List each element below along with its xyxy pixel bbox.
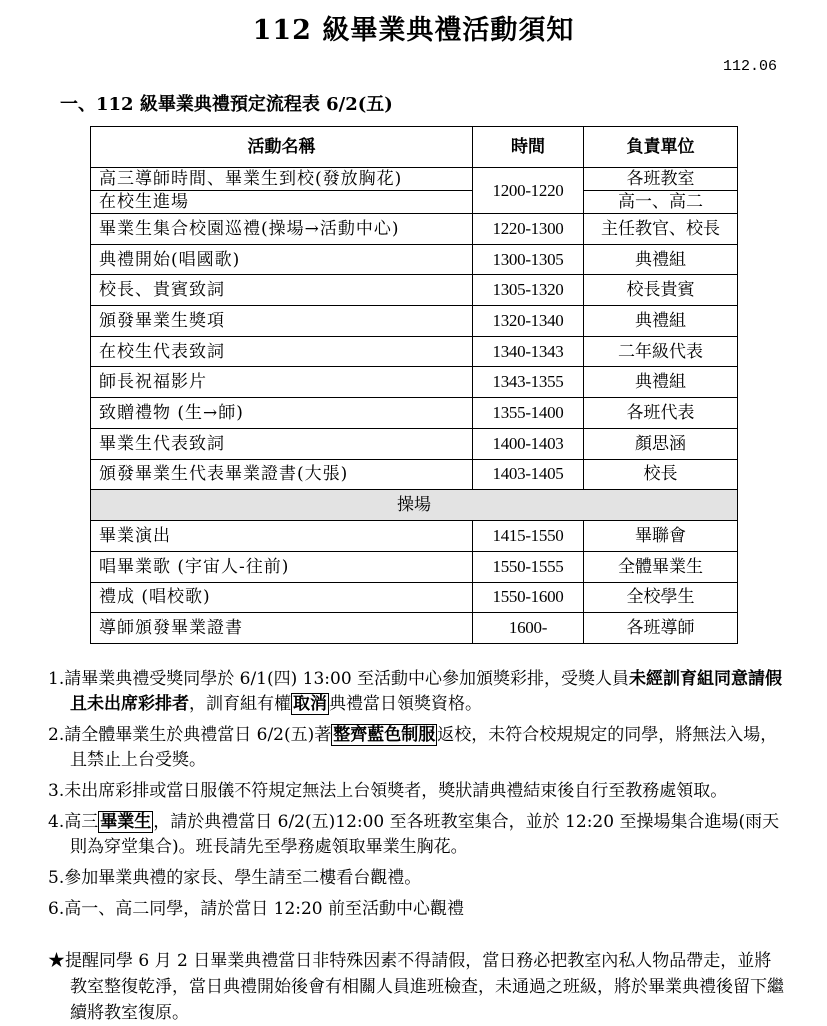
note-item — [48, 810, 788, 860]
note-emphasis: 未經訓育組同意請假且未出席彩排者 — [70, 669, 783, 714]
unit-cell: 校長貴賓 — [584, 275, 738, 306]
unit-cell: 各班代表 — [584, 398, 738, 429]
table-row — [91, 168, 738, 191]
note-item: 5.參加畢業典禮的家長、學生請至二樓看台觀禮。 — [48, 868, 422, 888]
notes-list — [48, 667, 788, 928]
note-text: ，請於典禮當日 6/2(五)12:00 至各班教室集合，並於 12:20 至操場集合進場(雨天則為穿堂集合)。班長請先至學務處領取畢業生胸花。 — [70, 812, 780, 857]
activity-cell: 致贈禮物 (生→師) — [91, 398, 473, 429]
table-row — [91, 244, 738, 275]
time-cell: 1415-1550 — [473, 521, 584, 552]
time-cell: 1300-1305 — [473, 244, 584, 275]
section-heading: 一、112 級畢業典禮預定流程表 6/2(五) — [60, 94, 393, 115]
header-unit: 負責單位 — [584, 127, 738, 168]
reminder-note: ★提醒同學 6 月 2 日畢業典禮當日非特殊因素不得請假，當日務必把教室內私人物品帶走，並將教室整復乾淨，當日典禮開始後會有相關人員進班檢查，未通過之班級，將於畢業典禮後留下繼續將教室復原。 — [48, 951, 784, 1023]
time-cell: 1320-1340 — [473, 306, 584, 337]
time-cell: 1600- — [473, 613, 584, 644]
table-row — [91, 521, 738, 552]
time-cell: 1200-1220 — [473, 168, 584, 214]
unit-cell: 二年級代表 — [584, 336, 738, 367]
unit-cell: 高一、高二 — [584, 191, 738, 214]
table-row — [91, 306, 738, 337]
schedule-table — [90, 126, 738, 644]
table-row — [91, 367, 738, 398]
unit-cell: 典禮組 — [584, 367, 738, 398]
activity-cell: 禮成 (唱校歌) — [91, 582, 473, 613]
table-row — [91, 582, 738, 613]
table-row — [91, 275, 738, 306]
unit-cell: 各班導師 — [584, 613, 738, 644]
unit-cell: 各班教室 — [584, 168, 738, 191]
document-date: 112.06 — [722, 58, 777, 75]
unit-cell: 主任教官、校長 — [584, 214, 738, 245]
activity-cell: 畢業生集合校園巡禮(操場→活動中心) — [91, 214, 473, 245]
note-text: 2.請全體畢業生於典禮當日 6/2(五)著 — [48, 725, 332, 745]
unit-cell: 典禮組 — [584, 244, 738, 275]
table-row — [91, 613, 738, 644]
time-cell: 1550-1555 — [473, 551, 584, 582]
unit-cell: 典禮組 — [584, 306, 738, 337]
note-text: 返校，未符合校規規定的同學，將無法入場，且禁止上台受獎。 — [70, 725, 778, 770]
table-row — [91, 336, 738, 367]
header-time: 時間 — [473, 127, 584, 168]
table-row — [91, 191, 738, 214]
time-cell: 1305-1320 — [473, 275, 584, 306]
venue-row — [91, 490, 738, 521]
note-text: 4.高三 — [48, 812, 99, 832]
time-cell: 1400-1403 — [473, 428, 584, 459]
unit-cell: 畢聯會 — [584, 521, 738, 552]
unit-cell: 全體畢業生 — [584, 551, 738, 582]
unit-cell: 顏思涵 — [584, 428, 738, 459]
activity-cell: 高三導師時間、畢業生到校(發放胸花) — [91, 168, 473, 191]
note-item: 6.高一、高二同學，請於當日 12:20 前至活動中心觀禮 — [48, 899, 465, 919]
time-cell: 1355-1400 — [473, 398, 584, 429]
activity-cell: 畢業演出 — [91, 521, 473, 552]
time-cell: 1343-1355 — [473, 367, 584, 398]
note-text: ，訓育組有權 — [189, 694, 291, 714]
activity-cell: 在校生代表致詞 — [91, 336, 473, 367]
header-activity: 活動名稱 — [91, 127, 473, 168]
activity-cell: 頒發畢業生獎項 — [91, 306, 473, 337]
time-cell: 1403-1405 — [473, 459, 584, 490]
note-boxed-text: 畢業生 — [100, 812, 152, 832]
table-row — [91, 459, 738, 490]
activity-cell: 典禮開始(唱國歌) — [91, 244, 473, 275]
time-cell: 1220-1300 — [473, 214, 584, 245]
note-boxed-text: 整齊藍色制服 — [333, 725, 436, 745]
note-item — [48, 723, 788, 773]
table-header-row — [91, 127, 738, 168]
table-row — [91, 398, 738, 429]
note-item: 3.未出席彩排或當日服儀不符規定無法上台領獎者，獎狀請典禮結束後自行至教務處領取。 — [48, 781, 728, 801]
activity-cell: 在校生進場 — [91, 191, 473, 214]
activity-cell: 師長祝福影片 — [91, 367, 473, 398]
activity-cell: 唱畢業歌 (宇宙人-往前) — [91, 551, 473, 582]
table-row — [91, 551, 738, 582]
unit-cell: 校長 — [584, 459, 738, 490]
table-row — [91, 214, 738, 245]
time-cell: 1550-1600 — [473, 582, 584, 613]
time-cell: 1340-1343 — [473, 336, 584, 367]
note-boxed-text: 取消 — [293, 694, 327, 714]
note-text: 1.請畢業典禮受獎同學於 6/1(四) 13:00 至活動中心參加頒獎彩排，受獎人員 — [48, 669, 630, 689]
activity-cell: 導師頒發畢業證書 — [91, 613, 473, 644]
table-row — [91, 428, 738, 459]
venue-label: 操場 — [91, 490, 738, 521]
unit-cell: 全校學生 — [584, 582, 738, 613]
note-text: 典禮當日領獎資格。 — [329, 694, 482, 714]
note-item — [48, 667, 788, 717]
activity-cell: 畢業生代表致詞 — [91, 428, 473, 459]
activity-cell: 校長、貴賓致詞 — [91, 275, 473, 306]
activity-cell: 頒發畢業生代表畢業證書(大張) — [91, 459, 473, 490]
document-title: 112 級畢業典禮活動須知 — [252, 15, 575, 46]
